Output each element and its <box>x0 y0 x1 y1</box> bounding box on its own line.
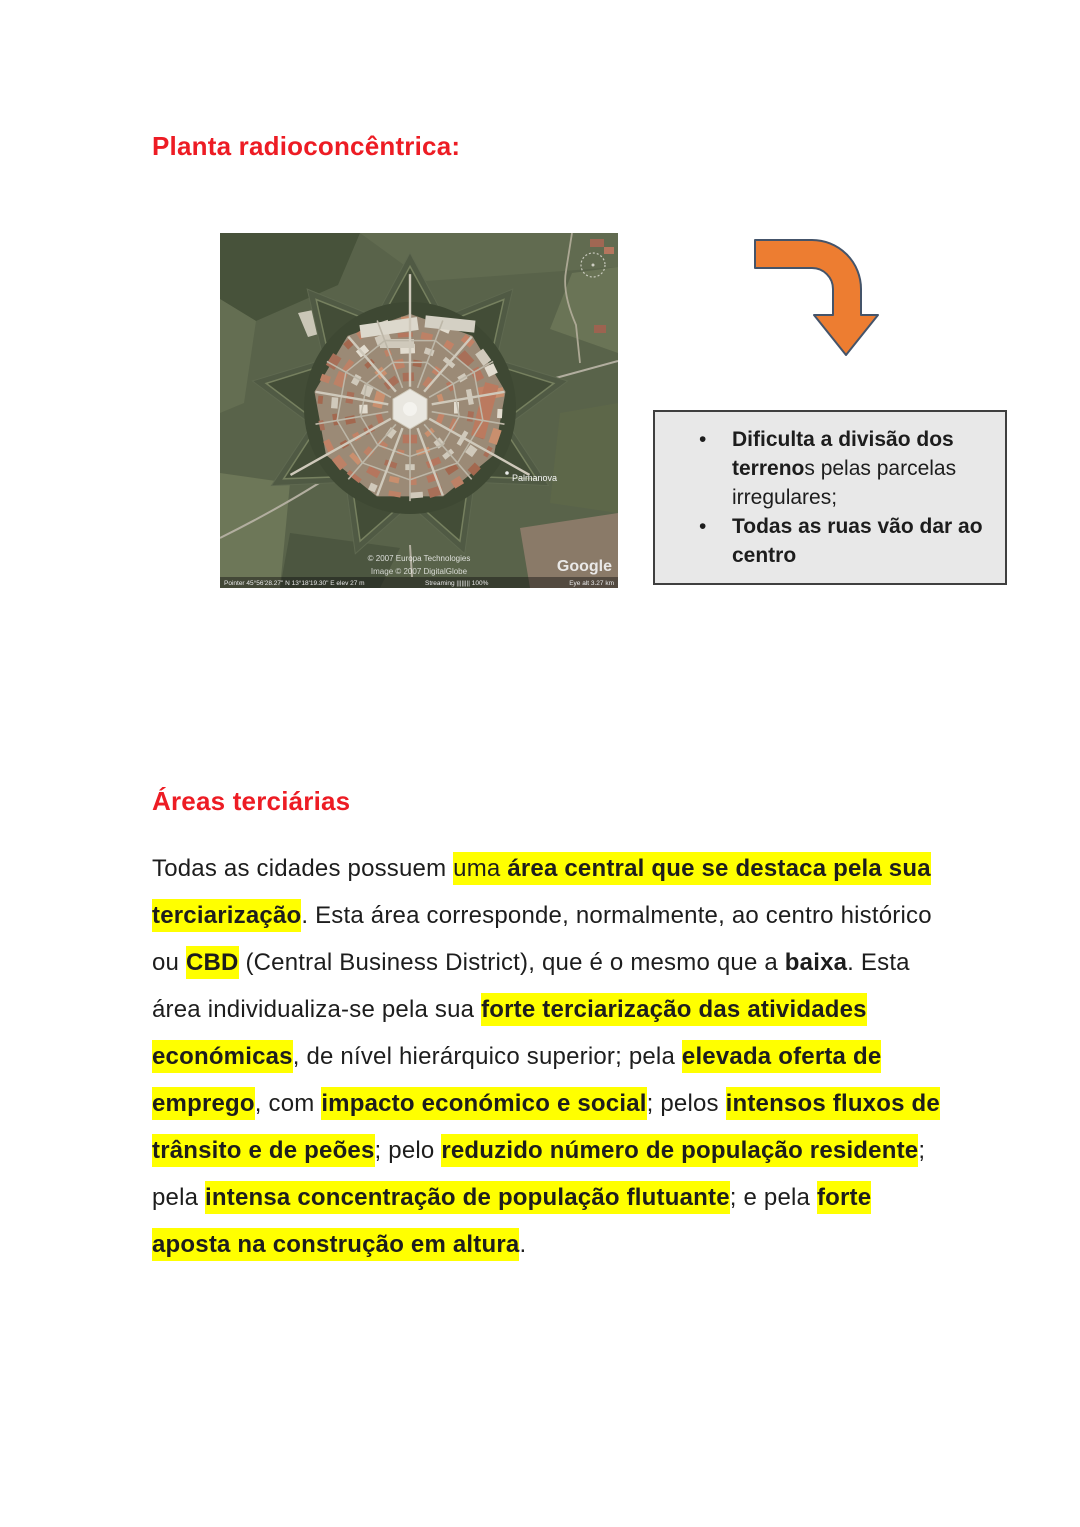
callout-box <box>653 410 1007 585</box>
google-watermark: Google <box>556 558 612 575</box>
palmanova-label: Palmanova <box>512 473 558 483</box>
text-run: . Esta área individualiza-se pela sua <box>152 949 910 1023</box>
palmanova-satellite-image <box>220 233 618 588</box>
callout-bullet-list <box>699 425 997 570</box>
text-run: ; pela <box>152 1137 926 1211</box>
status-streaming: Streaming |||||||| 100% <box>425 580 489 587</box>
text-run: . Esta área corresponde, normalmente, ao centro histórico ou <box>152 902 932 976</box>
text-run: Todas as ruas vão dar ao centro <box>732 515 983 567</box>
text-run: impacto económico e social <box>321 1087 646 1120</box>
text-run: CBD <box>186 946 239 979</box>
callout-bullet <box>699 425 997 512</box>
text-run: ; pelos <box>646 1090 726 1117</box>
callout-bullet <box>699 512 997 570</box>
heading-planta-radioconcentrica: Planta radioconcêntrica: <box>152 131 461 161</box>
copyright-watermark-2: Image © 2007 DigitalGlobe <box>370 567 468 576</box>
text-run: baixa <box>784 949 848 976</box>
text-run: área central que se destaca pela sua terciarização <box>152 852 931 932</box>
callout-bullet-text <box>732 425 997 512</box>
text-run: reduzido número de população residente <box>441 1134 918 1167</box>
bent-arrow-shape <box>750 230 895 362</box>
text-run: uma <box>453 852 507 885</box>
status-eye-altitude: Eye alt 3.27 km <box>569 580 614 587</box>
copyright-watermark-1: © 2007 Europa Technologies <box>367 554 471 563</box>
text-run: ; e pela <box>729 1184 817 1211</box>
bent-arrow-icon <box>750 230 895 362</box>
text-run: intensa concentração de população flutuante <box>205 1181 730 1214</box>
bullet-icon: • <box>699 515 707 538</box>
text-run: Dificulta a divisão dos terreno <box>732 428 954 480</box>
text-run: , de nível hierárquico superior; pela <box>292 1043 682 1070</box>
bullet-icon: • <box>699 428 707 451</box>
text-run: forte terciarização das atividades económicas <box>152 993 867 1073</box>
text-run: forte aposta na construção em altura <box>152 1181 871 1261</box>
terciarias-paragraph <box>152 845 940 1268</box>
text-run: ; pelo <box>374 1137 442 1164</box>
text-run: . <box>519 1231 527 1258</box>
text-run: intensos fluxos de trânsito e de peões <box>152 1087 940 1167</box>
satellite-svg <box>220 233 618 588</box>
heading-areas-terciarias: Áreas terciárias <box>152 786 351 816</box>
text-run: (Central Business District), que é o mesmo que a <box>238 949 785 976</box>
status-pointer-coordinates: Pointer 45°56'28.27" N 13°18'19.30" E elev 27 m <box>224 580 365 587</box>
text-run: Todas as cidades possuem <box>152 855 454 882</box>
text-run: , com <box>254 1090 322 1117</box>
callout-bullet-text <box>732 512 997 570</box>
text-run: elevada oferta de emprego <box>152 1040 881 1120</box>
text-run: s pelas parcelas irregulares; <box>732 457 957 509</box>
